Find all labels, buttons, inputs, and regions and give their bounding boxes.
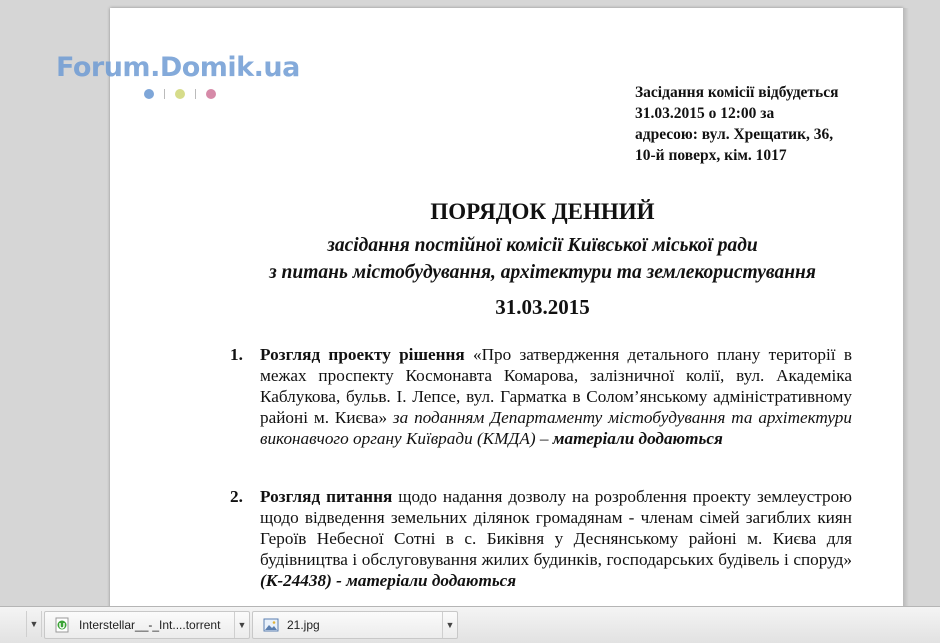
document-subtitle-line2: з питань містобудування, архітектури та землекористування	[269, 262, 816, 283]
agenda-item-submitter: за поданням Департаменту містобудування та архітектури виконавчого органу Київради (КМДА) –	[260, 408, 852, 448]
download-item-torrent[interactable]	[44, 611, 250, 639]
agenda-item-materials: - матеріали додаються	[331, 571, 517, 590]
document-subtitle-line1: засідання постійної комісії Київської міської ради	[327, 235, 758, 256]
watermark-dot-icon	[206, 89, 216, 99]
agenda-item-lead: Розгляд питання	[260, 487, 393, 506]
watermark-dot-icon	[144, 89, 154, 99]
page-shadow	[903, 8, 909, 606]
watermark-separator	[164, 89, 165, 99]
chevron-down-icon[interactable]: ▼	[234, 612, 249, 638]
watermark-separator	[195, 89, 196, 99]
download-item-image[interactable]	[252, 611, 458, 639]
agenda-list	[230, 344, 852, 591]
agenda-item-number: 1.	[230, 345, 243, 364]
agenda-item-materials: матеріали додаються	[548, 429, 723, 448]
download-item-label: 21.jpg	[287, 618, 320, 632]
document-date: 31.03.2015	[495, 295, 590, 319]
agenda-item-code: (К-24438)	[260, 571, 332, 590]
watermark-dot-icon	[175, 89, 185, 99]
agenda-item-2	[230, 486, 852, 591]
watermark-dots	[144, 85, 300, 99]
agenda-item-1	[230, 344, 852, 449]
meeting-note-line: адресою: вул. Хрещатик, 36,	[635, 126, 834, 143]
meeting-note	[635, 82, 839, 166]
meeting-note-line: 31.03.2015 о 12:00 за	[635, 105, 775, 122]
forum-watermark	[56, 52, 300, 99]
meeting-note-line: 10-й поверх, кім. 1017	[635, 147, 787, 164]
agenda-item-body: щодо надання дозволу на розроблення проекту землеустрою щодо відведення земельних ділянок громадянам - членам сімей загиблих киян Героїв Небесної Сотні в с. Биківня у Деснянському районі м. Києва для будівництва і обслуговування жилих будинків, господарських будівель і споруд»	[260, 487, 853, 569]
agenda-item-body: «Про затвердження детального плану території в межах проспекту Космонавта Комарова, залізничної колії, вул. Академіка Каблукова, бульв. І. Лепсе, вул. Гарматка в Солом’янському адміністративному районі м. Києва»	[260, 345, 852, 427]
image-file-icon	[263, 617, 279, 633]
download-menu-arrow[interactable]: ▼	[26, 611, 42, 637]
download-item-label: Interstellar__-_Int....torrent	[79, 618, 221, 632]
agenda-item-lead: Розгляд проекту рішення	[260, 345, 465, 364]
meeting-note-line: Засідання комісії відбудеться	[635, 84, 839, 101]
chevron-down-icon[interactable]: ▼	[442, 612, 457, 638]
agenda-item-number: 2.	[230, 487, 243, 506]
watermark-text: Forum.Domik.ua	[56, 52, 300, 83]
utorrent-icon	[55, 617, 71, 633]
download-bar	[0, 606, 940, 643]
document-title: ПОРЯДОК ДЕННИЙ	[430, 199, 655, 224]
